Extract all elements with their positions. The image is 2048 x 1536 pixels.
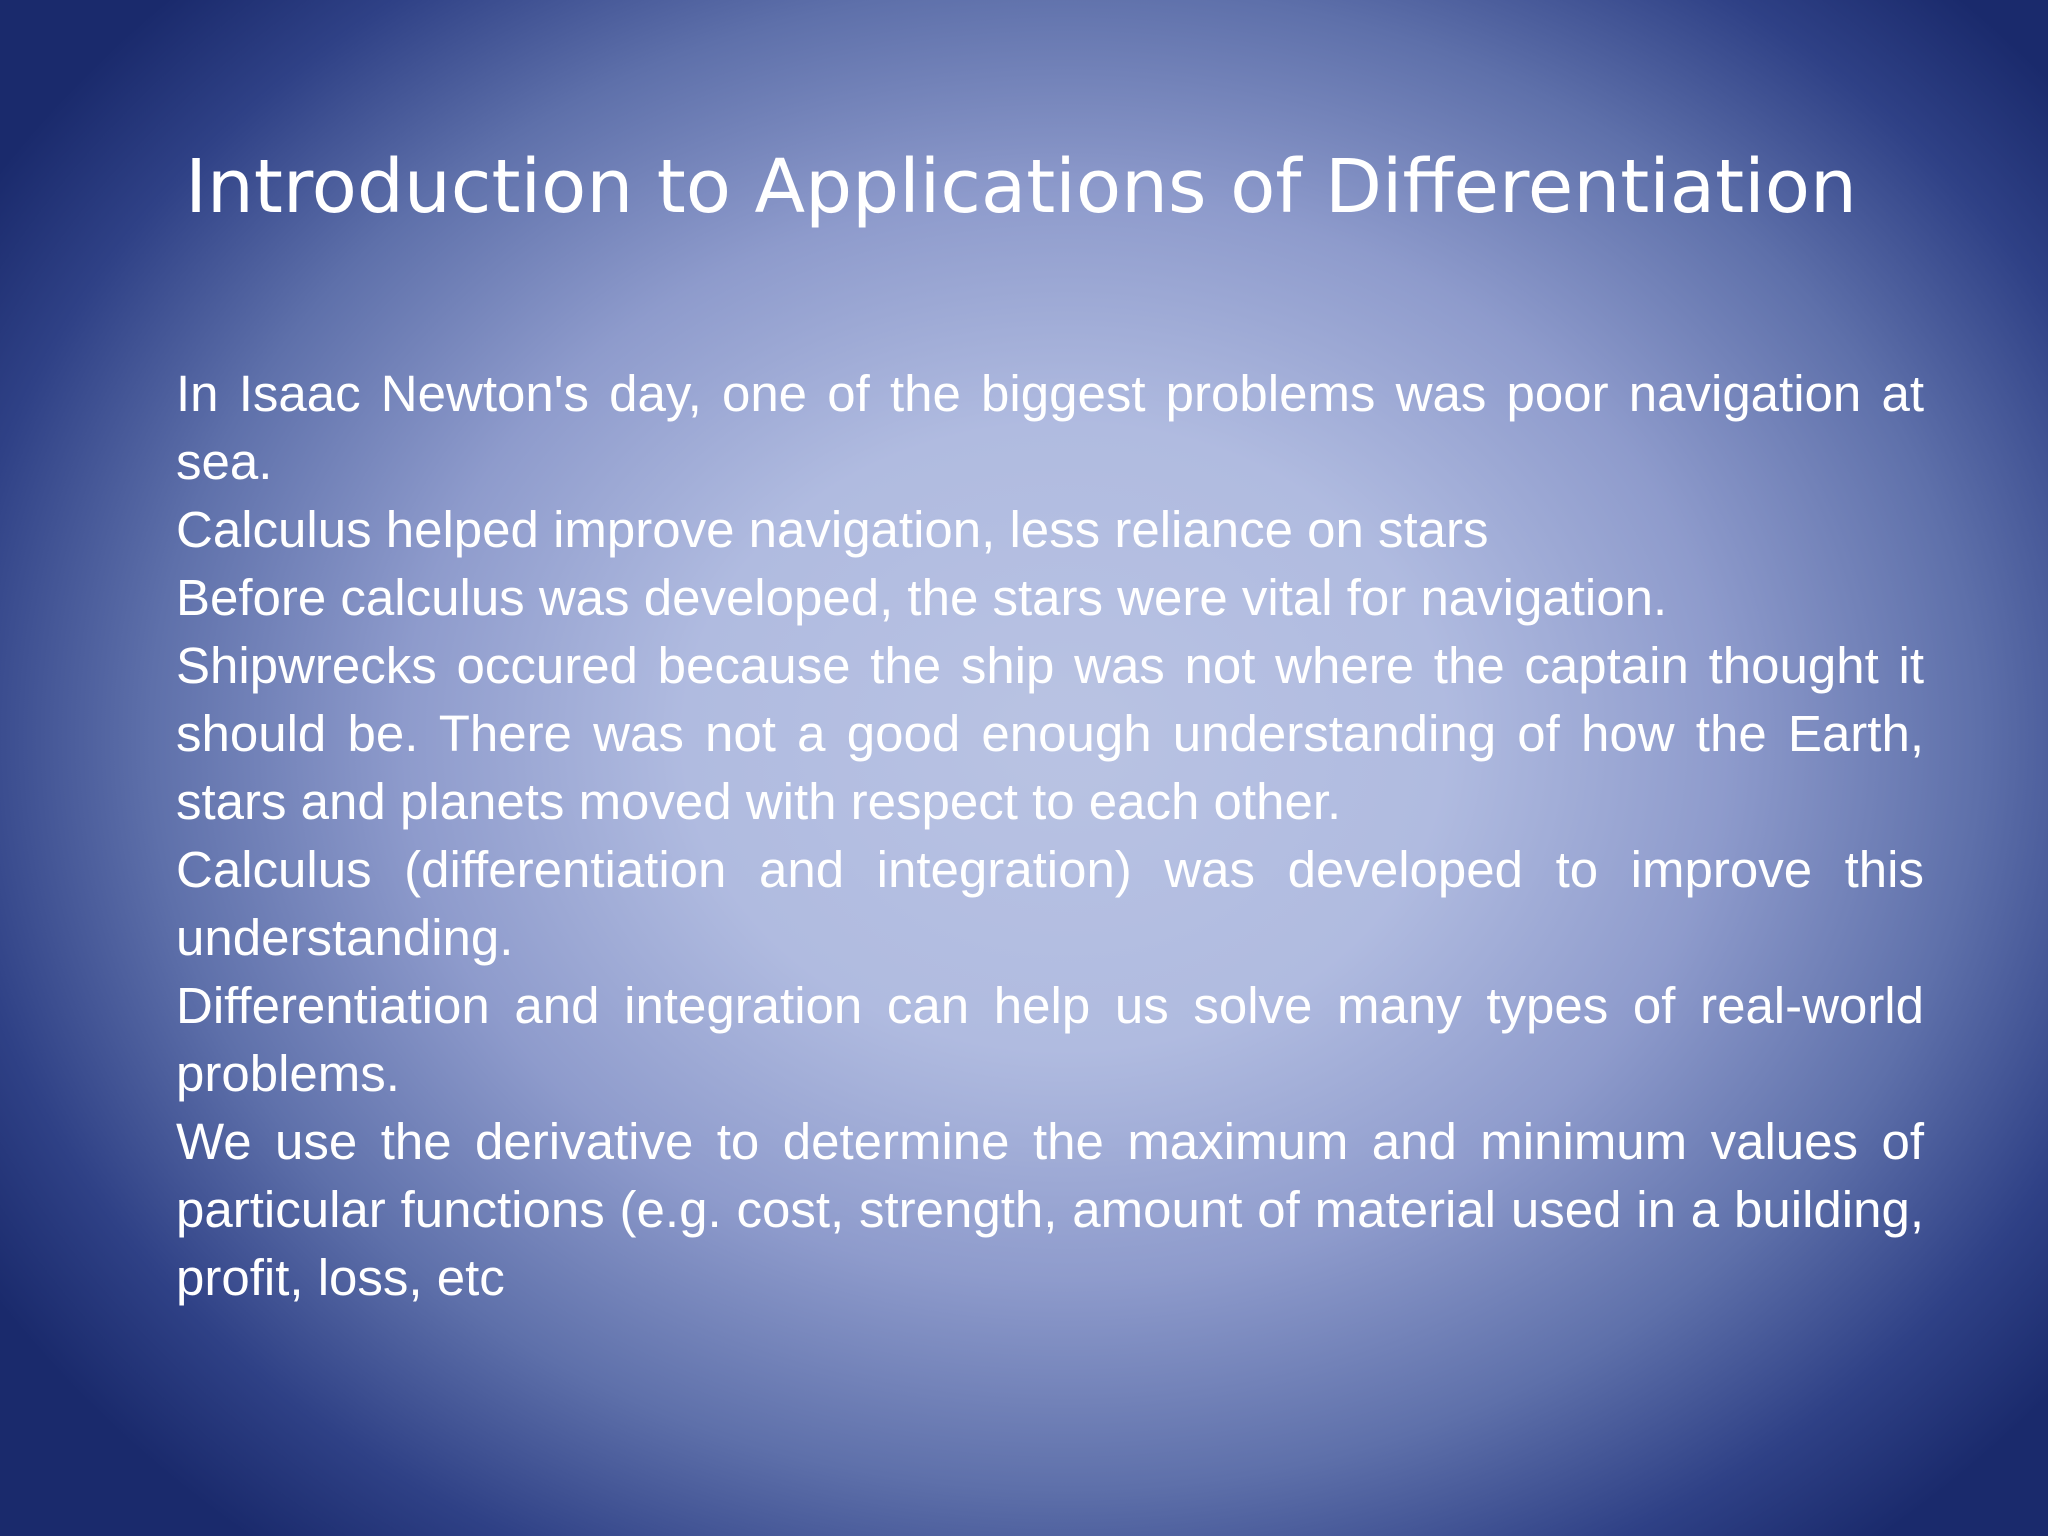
slide-title [0, 144, 2048, 230]
paragraph-calculus-developed: Calculus (differentiation and integration) was developed to improve this understanding. [176, 841, 1924, 966]
paragraph-max-min-values: We use the derivative to determine the maximum and minimum values of particular functions (e.g. cost, strength, amount of material used in a building, profit, loss, etc [176, 1113, 1924, 1306]
paragraph-calculus-navigation: Calculus helped improve navigation, less reliance on stars [176, 501, 1489, 558]
paragraph-real-world-problems: Differentiation and integration can help us solve many types of real-world problems. [176, 977, 1924, 1102]
paragraph-shipwrecks: Shipwrecks occured because the ship was not where the captain thought it should be. There was not a good enough understanding of how the Earth, stars and planets moved with respect to each other. [176, 637, 1924, 830]
paragraph-stars-vital: Before calculus was developed, the stars were vital for navigation. [176, 569, 1668, 626]
slide-body [176, 360, 1924, 1312]
paragraph-navigation-problem: In Isaac Newton's day, one of the biggest problems was poor navigation at sea. [176, 365, 1924, 490]
slide-title-text: Introduction to Applications of Differentiation [185, 144, 1857, 230]
